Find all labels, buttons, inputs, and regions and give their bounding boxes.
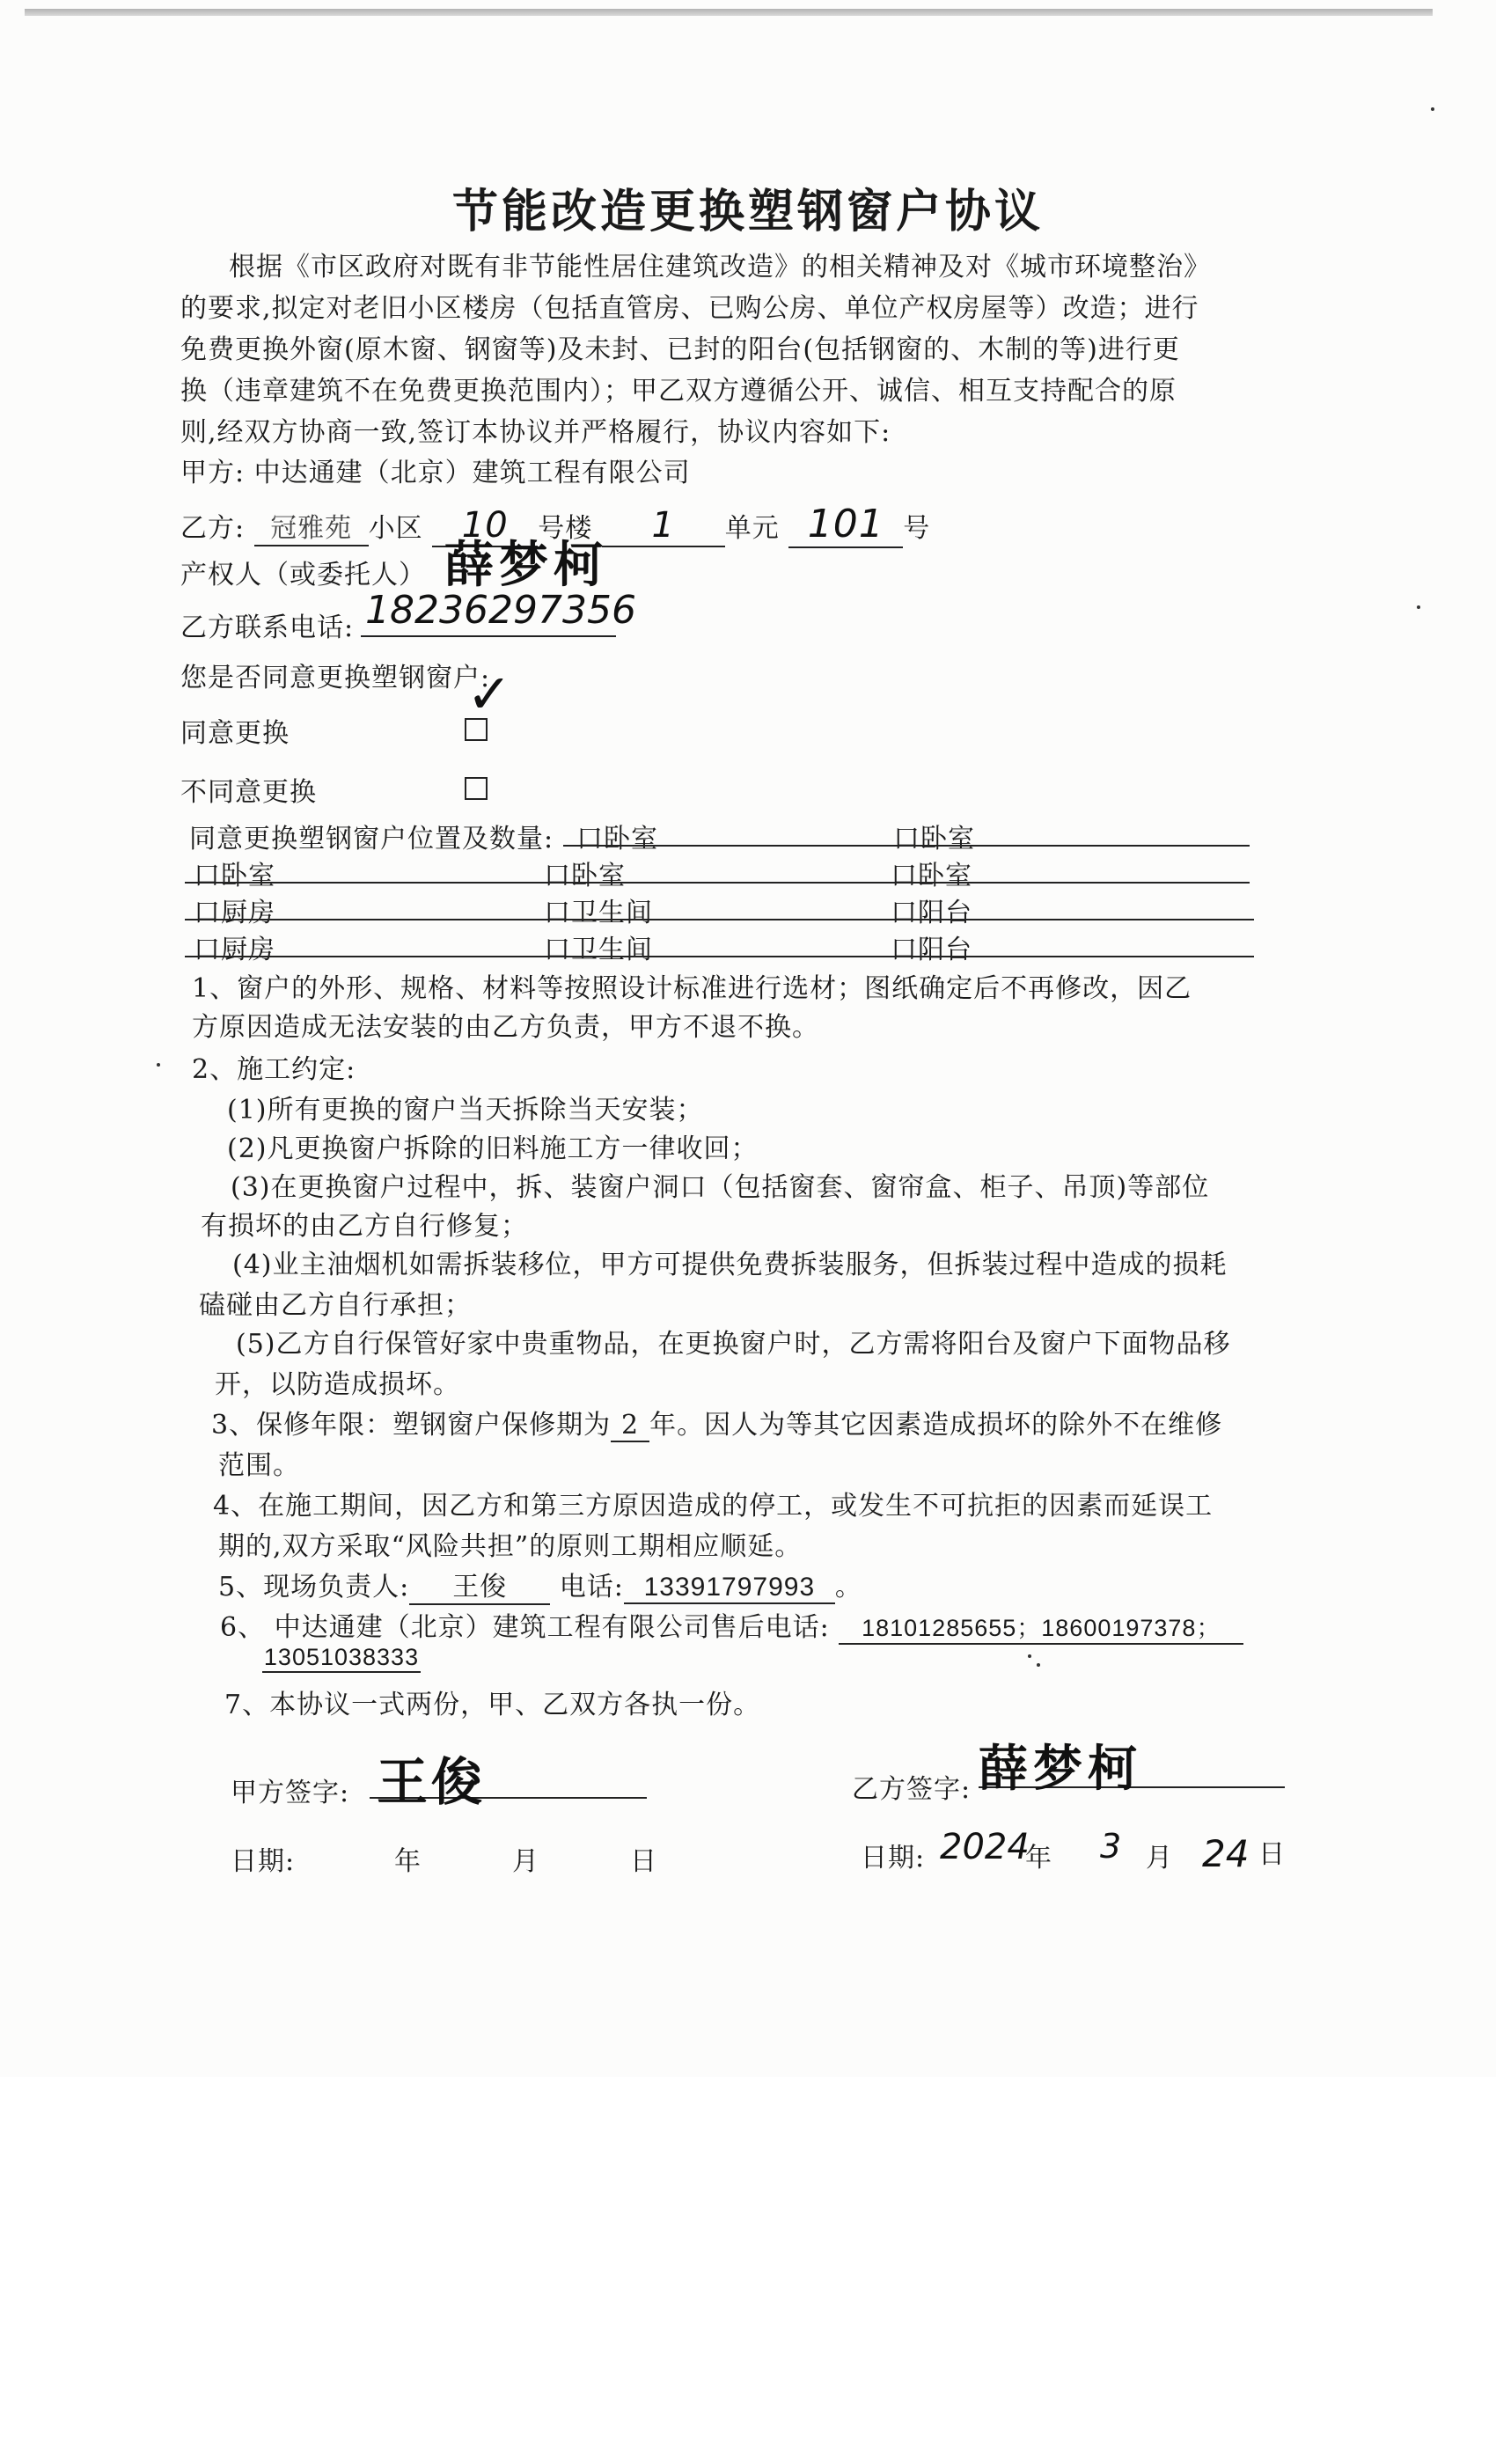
- party-a-date-label: 日期:: [231, 1846, 296, 1877]
- clause-3-line-1: [211, 1403, 1222, 1442]
- warranty-prefix: 3、保修年限：塑钢窗户保修期为: [211, 1410, 612, 1441]
- location-r2-c2: 口阳台: [891, 898, 972, 928]
- room-field: [788, 502, 903, 548]
- disagree-checkbox: [465, 772, 488, 803]
- location-r0-c2: 口卧室: [893, 824, 975, 854]
- owner-label: 产权人（或委托人）: [180, 560, 426, 590]
- clause-2-2: (2)凡更换窗户拆除的旧料施工方一律收回；: [227, 1133, 759, 1164]
- party-a-month: 月: [512, 1846, 539, 1877]
- location-r3-c1: 口卫生间: [544, 935, 653, 965]
- location-rule-2: [185, 882, 1250, 884]
- phone-label: 乙方联系电话:: [180, 612, 355, 643]
- warranty-years: 2: [611, 1410, 649, 1442]
- location-rule-3: [185, 919, 1254, 920]
- location-r2-c1: 口卫生间: [544, 898, 653, 928]
- intro-line-1: 根据《市区政府对既有非节能性居住建筑改造》的相关精神及对《城市环境整治》: [229, 252, 1211, 282]
- clause-2-3-line-2: 有损坏的由乙方自行修复；: [201, 1211, 528, 1242]
- location-r1-c1: 口卧室: [544, 861, 626, 891]
- clause-5-period: 。: [834, 1572, 862, 1602]
- scan-speck: [1037, 1663, 1040, 1667]
- clause-4-line-1: 4、在施工期间，因乙方和第三方原因造成的停工，或发生不可抗拒的因素而延误工: [213, 1491, 1214, 1522]
- party-b-day-value: 24: [1202, 1832, 1250, 1875]
- building-suffix: 号楼: [538, 513, 593, 544]
- unit-field: [602, 505, 725, 547]
- disagree-box-icon: [465, 777, 488, 800]
- phone-underline: [361, 635, 616, 637]
- unit-suffix: 单元: [724, 513, 780, 544]
- building-handwritten: 10: [461, 505, 509, 546]
- clause-1-line-2: 方原因造成无法安装的由乙方负责，甲方不退不换。: [192, 1012, 819, 1043]
- clause-6: [220, 1605, 1243, 1645]
- community-field: 冠雅苑: [254, 506, 369, 546]
- site-manager-tel: 13391797993: [624, 1573, 835, 1604]
- party-b-signature: 薛梦柯: [979, 1741, 1142, 1798]
- after-sales-tel-2: [262, 1644, 421, 1673]
- owner-signature: 薛梦柯: [444, 537, 608, 594]
- clause-3-line-2: 范围。: [218, 1450, 300, 1481]
- room-suffix: 号: [903, 513, 931, 544]
- party-b-month: 月: [1146, 1843, 1173, 1874]
- intro-line-4: 换（违章建筑不在免费更换范围内）；甲乙双方遵循公开、诚信、相互支持配合的原: [180, 376, 1177, 407]
- location-r3-c0: 口厨房: [194, 935, 275, 965]
- agree-label: 同意更换: [180, 718, 290, 749]
- site-manager-name: 王俊: [409, 1565, 550, 1605]
- after-sales-label: 6、 中达通建（北京）建筑工程有限公司售后电话:: [220, 1612, 830, 1643]
- party-b-month-value: 3: [1100, 1827, 1122, 1866]
- party-b-sign-label: 乙方签字:: [852, 1774, 972, 1805]
- party-b-year-value: 2024: [940, 1827, 1030, 1867]
- site-manager-label: 5、现场负责人:: [218, 1572, 410, 1602]
- unit-handwritten: 1: [651, 505, 675, 546]
- clause-2-5-line-2: 开，以防造成损坏。: [215, 1369, 460, 1400]
- location-rule-4: [185, 956, 1254, 957]
- after-sales-tel-2-value: 13051038333: [262, 1644, 421, 1673]
- party-b-year: 年: [1025, 1843, 1052, 1874]
- location-r3-c2: 口阳台: [891, 935, 972, 965]
- room-handwritten: 101: [807, 502, 884, 546]
- location-r1-c0: 口卧室: [194, 861, 275, 891]
- agree-checkmark: ✓: [466, 662, 512, 726]
- clause-2-1: (1)所有更换的窗户当天拆除当天安装；: [227, 1095, 704, 1126]
- clause-2-4-line-2: 磕碰由乙方自行承担；: [199, 1290, 472, 1321]
- clause-4-line-2: 期的,双方采取“风险共担”的原则工期相应顺延。: [218, 1531, 803, 1562]
- disagree-label: 不同意更换: [180, 777, 317, 808]
- location-r0-c1: 口卧室: [576, 824, 658, 854]
- consent-question: 您是否同意更换塑钢窗户:: [180, 663, 491, 693]
- scan-speck: [157, 1063, 160, 1067]
- scan-speck: [1417, 605, 1420, 609]
- clause-2: 2、施工约定:: [192, 1054, 356, 1085]
- party-a-sign-label: 甲方签字:: [231, 1778, 350, 1808]
- location-r1-c2: 口卧室: [891, 861, 972, 891]
- clause-2-3-line-1: (3)在更换窗户过程中，拆、装窗户洞口（包括窗套、窗帘盒、柜子、吊顶)等部位: [231, 1172, 1210, 1203]
- clause-5: [218, 1565, 862, 1605]
- location-rule-1: [563, 845, 1250, 847]
- clause-7: 7、本协议一式两份，甲、乙双方各执一份。: [224, 1690, 761, 1720]
- party-b-label: 乙方:: [180, 513, 246, 544]
- document-title: 节能改造更换塑钢窗户协议: [451, 185, 1044, 238]
- party-a: 甲方: 中达通建（北京）建筑工程有限公司: [180, 458, 691, 488]
- scan-top-edge: [25, 9, 1433, 16]
- after-sales-tel: 18101285655；18600197378；: [839, 1609, 1243, 1645]
- clause-2-4-line-1: (4)业主油烟机如需拆装移位，甲方可提供免费拆装服务，但拆装过程中造成的损耗: [232, 1250, 1228, 1280]
- party-a-day: 日: [630, 1846, 657, 1877]
- community-suffix: 小区: [368, 513, 423, 544]
- party-a-signature: 王俊: [377, 1752, 487, 1812]
- phone-handwritten: 18236297356: [365, 588, 636, 633]
- location-r2-c0: 口厨房: [194, 898, 275, 928]
- intro-line-3: 免费更换外窗(原木窗、钢窗等)及未封、已封的阳台(包括钢窗的、木制的等)进行更: [180, 334, 1180, 365]
- party-b-date-label: 日期:: [861, 1843, 926, 1874]
- scan-speck: [1028, 1654, 1031, 1658]
- scan-speck: [1431, 107, 1434, 111]
- intro-line-2: 的要求,拟定对老旧小区楼房（包括直管房、已购公房、单位产权房屋等）改造；进行: [180, 293, 1199, 324]
- site-manager-tel-label: 电话:: [559, 1572, 624, 1602]
- clause-2-5-line-1: (5)乙方自行保管好家中贵重物品，在更换窗户时，乙方需将阳台及窗户下面物品移: [236, 1329, 1231, 1360]
- warranty-suffix: 年。因人为等其它因素造成损坏的除外不在维修: [649, 1410, 1223, 1441]
- party-a-year: 年: [394, 1846, 422, 1877]
- location-header: 同意更换塑钢窗户位置及数量:: [189, 824, 554, 854]
- clause-1-line-1: 1、窗户的外形、规格、材料等按照设计标准进行选材；图纸确定后不再修改，因乙: [192, 973, 1192, 1004]
- party-b-day: 日: [1258, 1839, 1286, 1870]
- intro-line-5: 则,经双方协商一致,签订本协议并严格履行，协议内容如下:: [180, 417, 891, 448]
